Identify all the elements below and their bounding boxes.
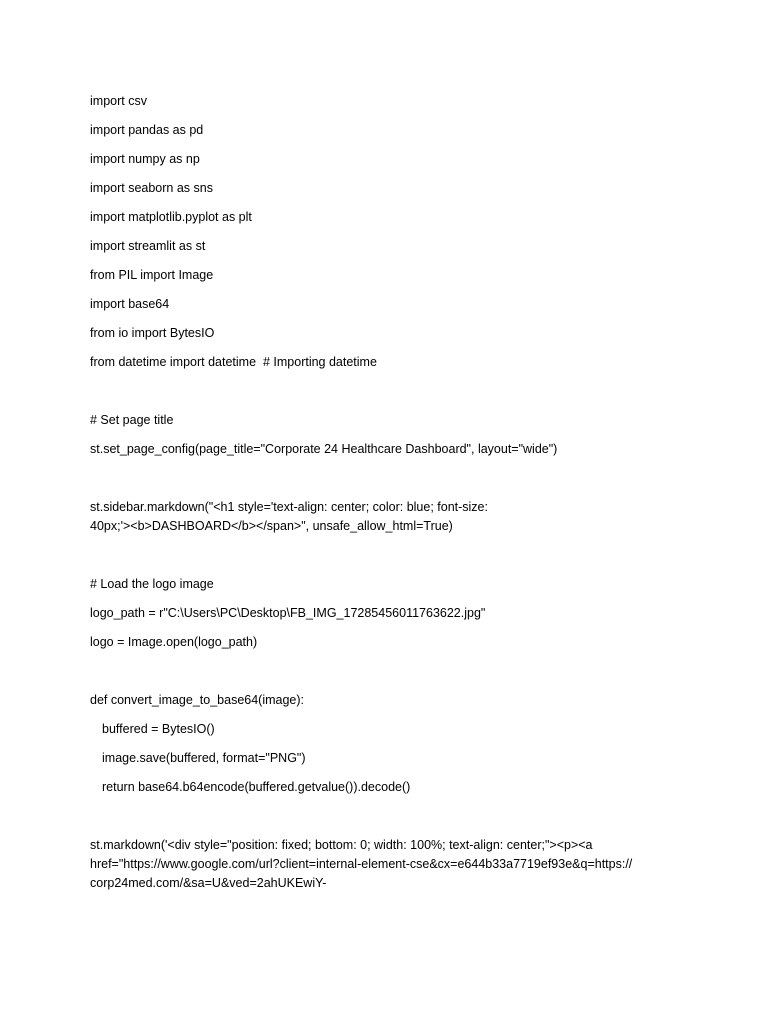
blank-line <box>90 546 690 575</box>
code-line: logo_path = r"C:\Users\PC\Desktop\FB_IMG_17285456011763622.jpg" <box>90 606 486 620</box>
document-body <box>90 92 690 903</box>
blank-line <box>90 662 690 691</box>
import-line: import streamlit as st <box>90 239 206 253</box>
blank-line <box>90 807 690 836</box>
import-line: import numpy as np <box>90 152 200 166</box>
blank-line <box>90 382 690 411</box>
function-body-line: buffered = BytesIO() <box>102 722 215 736</box>
code-line: logo = Image.open(logo_path) <box>90 635 258 649</box>
function-body-line: return base64.b64encode(buffered.getvalue()).decode() <box>102 780 411 794</box>
code-line: st.markdown('<div style="position: fixed; bottom: 0; width: 100%; text-align: center;"><p><a <box>90 838 593 852</box>
sidebar-markdown-paragraph <box>90 498 690 536</box>
code-line: href="https://www.google.com/url?client=internal-element-cse&cx=e644b33a7719ef93e&q=https:// <box>90 857 633 871</box>
import-line: import seaborn as sns <box>90 181 213 195</box>
import-line: import pandas as pd <box>90 123 204 137</box>
import-line: import csv <box>90 94 147 108</box>
code-line: st.sidebar.markdown("<h1 style='text-align: center; color: blue; font-size: <box>90 500 488 514</box>
import-line: import matplotlib.pyplot as plt <box>90 210 252 224</box>
comment-line: # Load the logo image <box>90 577 214 591</box>
function-definition: def convert_image_to_base64(image): <box>90 693 305 707</box>
code-line: st.set_page_config(page_title="Corporate 24 Healthcare Dashboard", layout="wide") <box>90 442 558 456</box>
import-line: from io import BytesIO <box>90 326 215 340</box>
blank-line <box>90 469 690 498</box>
comment-line: # Set page title <box>90 413 174 427</box>
import-line: from PIL import Image <box>90 268 214 282</box>
import-line: import base64 <box>90 297 170 311</box>
code-line: 40px;'><b>DASHBOARD</b></span>", unsafe_allow_html=True) <box>90 519 453 533</box>
code-line: corp24med.com/&sa=U&ved=2ahUKEwiY- <box>90 876 327 890</box>
function-body-line: image.save(buffered, format="PNG") <box>102 751 306 765</box>
footer-markdown-paragraph <box>90 836 690 893</box>
import-line: from datetime import datetime # Importing datetime <box>90 355 377 369</box>
